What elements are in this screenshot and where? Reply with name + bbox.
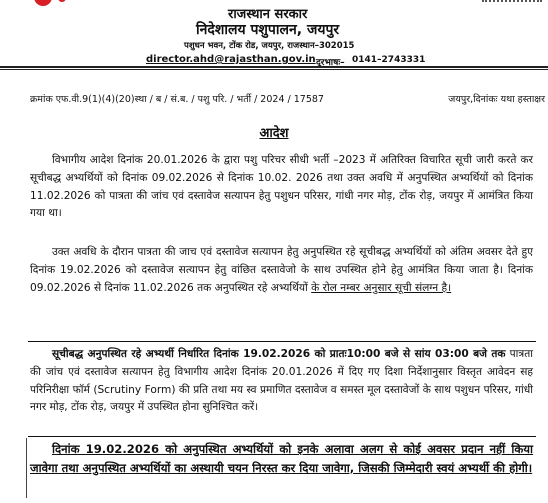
department-address: पशुधन भवन, टोंक रोड, जयपुर, राजस्थान–302015 [184, 41, 355, 51]
paragraph-2-text: उक्त अवधि के दौरान पात्रता की जाच एवं दस्तावेज सत्यापन हेतु अनुपस्थित रहे सूचीबद्ध अभ्यर्थियों को अंतिम अवसर देते हुए दिनांक 19.02.2026 को दस्तावेज सत्यापन हेतु वांछित दस्तावेजो के साथ उपस्थित होने हेतु आमंत्रित किया जाता है। दिनांक 09.02.2026 से दिनांक 11.02.2026 तक अनुपस्थित रहे अभ्यर्थियों [30, 246, 533, 294]
paragraph-3 [30, 346, 533, 417]
paragraph-2-list-note: के रोल नम्बर अनुसार सूची संलग्न है। [311, 281, 452, 294]
department-logo-fragment [34, 0, 52, 6]
section-rule [28, 341, 536, 342]
paragraph-2 [30, 244, 533, 297]
reference-row [30, 92, 545, 105]
paragraph-4 [30, 440, 533, 477]
final-notice-rule [28, 436, 536, 437]
top-right-decoration [482, 0, 542, 6]
reference-number: क्रमांक एफ.वी.9(1)(4)(20)स्था / ब / सं.ब. / पशु परि. / भर्ती / 2024 / 17587 [30, 94, 324, 105]
letterhead-divider-thin [0, 69, 548, 70]
order-title [0, 123, 548, 141]
email-link[interactable]: director.ahd@rajasthan.gov.in [146, 54, 316, 65]
phone-number: 0141–2743331 [352, 55, 426, 65]
paragraph-3-text: पात्रता की जांच एवं दस्तावेज सत्यापन हेतु विभागीय आदेश दिनांक 20.01.2026 में दिए गए दिशा निर्देशानुसार विस्तृत आवेदन सह परिनिरीक्षा फॉर्म (Scrutiny Form) की प्रति तथा मय स्व प्रमाणित दस्तावेज व समस्त मूल दस्तावेजों के साथ पशुधन परिसर, गांधी नगर मोड़, टोंक रोड़, जयपुर में उपस्थित होना सुनिश्चित करें। [30, 348, 533, 414]
paragraph-3-schedule: सूचीबद्ध अनुपस्थित रहे अभ्यर्थी निर्धारित दिनांक 19.02.2026 को प्रातः10:00 बजे से सांय 03:00 बजे तक [52, 348, 506, 360]
paragraph-1-text: विभागीय आदेश दिनांक 20.01.2026 के द्वारा पशु परिचर सीधी भर्ती –2023 में अतिरिक्त विचारित सूची जारी करते कर सूचीबद्ध अभ्यर्थियों को दिनांक 09.02.2026 से दिनांक 10.02. 2026 तथा उक्त अवधि में अनुपस्थित अभ्यर्थियों को दिनांक 11.02.2026 को पात्रता की जांच एवं दस्तावेज सत्यापन हेतु पशुधन परिसर, गांधी नगर मोड़, टोंक रोड़, जयपुर में आमंत्रित किया गया था। [30, 154, 533, 220]
letterhead-divider [0, 66, 548, 68]
paragraph-4-text: दिनांक 19.02.2026 को अनुपस्थित अभ्यर्थियों को इनके अलावा अलग से कोई अवसर प्रदान नहीं किया जावेगा तथा अनुपस्थित अभ्यर्थियों का अस्थायी चयन निरस्त कर दिया जावेगा, जिसकी जिम्मेदारी स्वयं अभ्यर्थी की होगी। [30, 442, 533, 475]
paragraph-1 [30, 152, 533, 223]
department-name: निदेशालय पशुपालन, जयपुर [196, 22, 340, 38]
order-title-text: आदेश [259, 126, 289, 141]
government-name: राजस्थान सरकार [228, 7, 308, 22]
reference-date: जयपुर,दिनांकः यथा हस्ताक्षर [448, 94, 545, 105]
phone-label: दूरभाषः– [316, 58, 345, 68]
